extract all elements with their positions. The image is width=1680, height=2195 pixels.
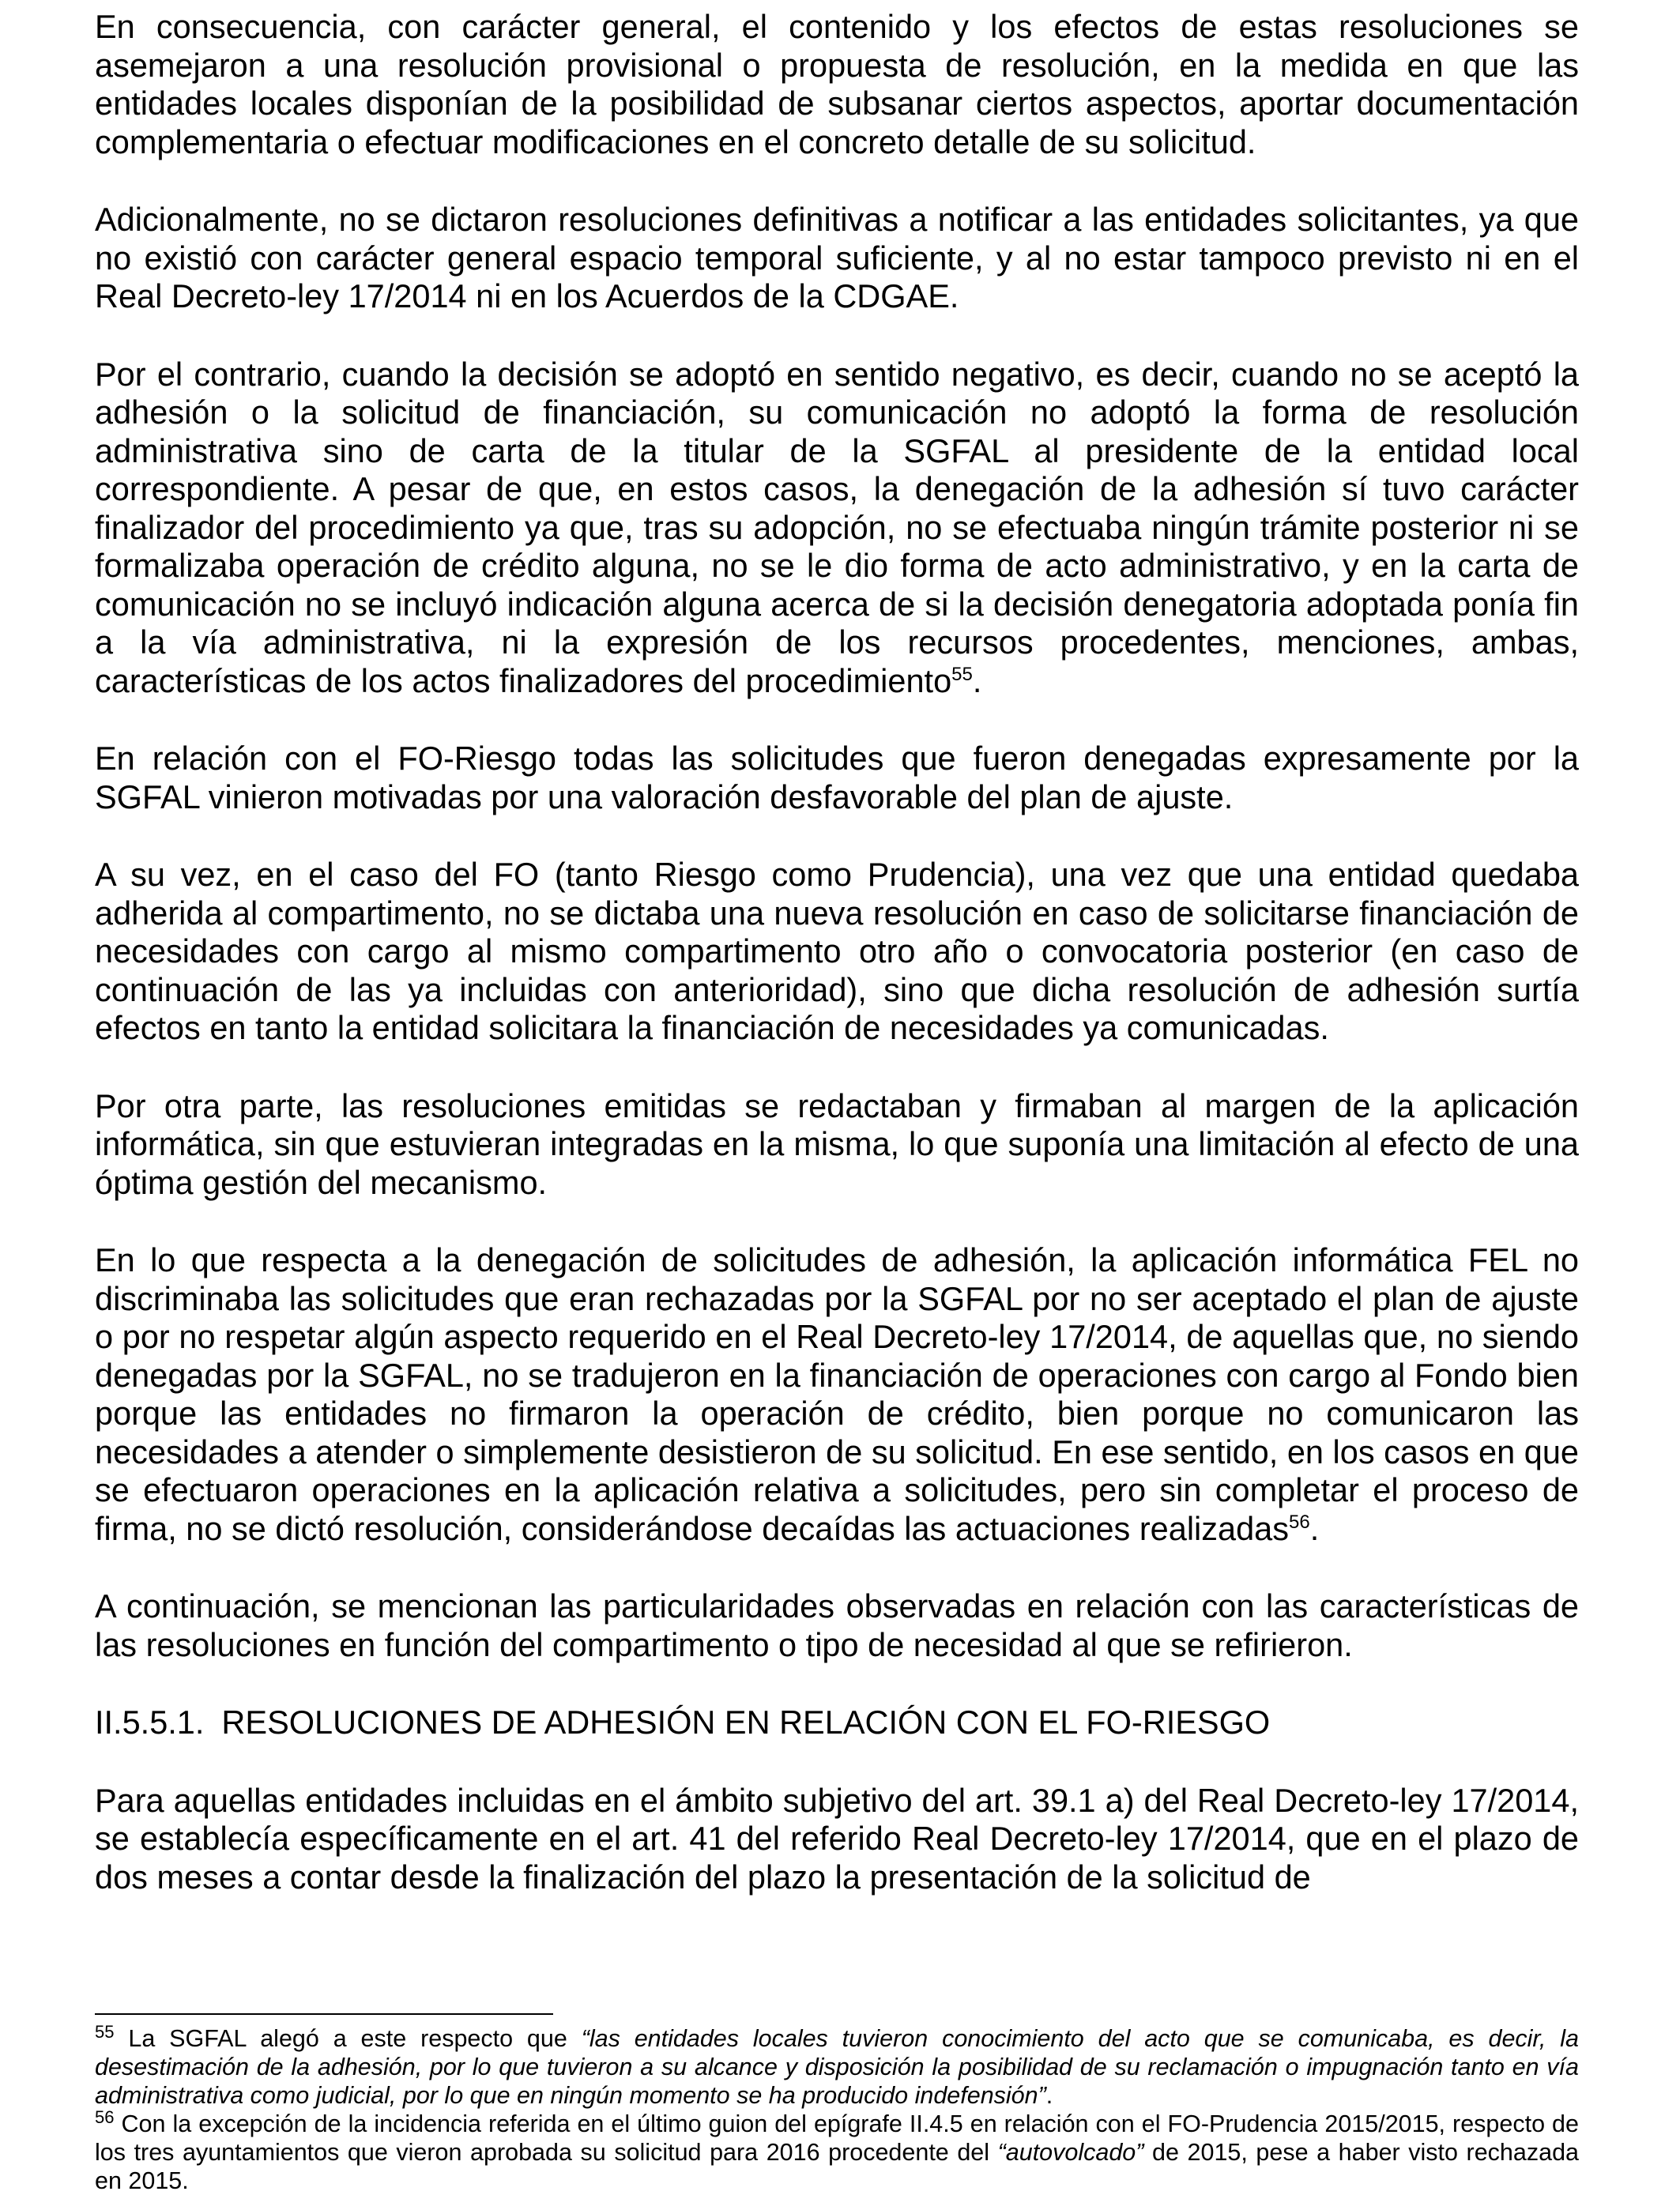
footnote-56 — [95, 2107, 1579, 2195]
footnote-number: 56 — [95, 2107, 115, 2127]
footnote-reference-56[interactable]: 56 — [1289, 1511, 1310, 1533]
footnote-separator — [95, 2013, 553, 2015]
footnote-reference-55[interactable]: 55 — [951, 663, 973, 685]
paragraph-fo-riesgo: En relación con el FO-Riesgo todas las solicitudes que fueron denegadas expresamente por la SGFAL vinieron motivadas por una valoración desfavorable del plan de ajuste. — [95, 740, 1579, 815]
document-body — [95, 8, 1579, 1896]
section-number: II.5.5.1. — [95, 1704, 205, 1741]
paragraph-para-aquellas: Para aquellas entidades incluidas en el ámbito subjetivo del art. 39.1 a) del Real Decreto-ley 17/2014, se establecía específicamente en el art. 41 del referido Real Decreto-ley 17/2014, que en el plazo de dos meses a contar desde la finalización del plazo la presentación de la solicitud de — [95, 1781, 1579, 1896]
footnotes — [95, 2013, 1579, 2195]
section-heading — [95, 1704, 1579, 1742]
footnote-tail: . — [1045, 2082, 1053, 2109]
footnote-tail: de 2015, pese a haber visto rechazada en 2015. — [95, 2139, 1579, 2194]
paragraph-por-el-contrario — [95, 356, 1579, 701]
paragraph-consecuencia: En consecuencia, con carácter general, el contenido y los efectos de estas resoluciones se asemejaron a una resolución provisional o propuesta de resolución, en la medida en que las entidades locales disponían de la posibilidad de subsanar ciertos aspectos, aportar documentación complementaria o efectuar modificaciones en el concreto detalle de su solicitud. — [95, 8, 1579, 160]
paragraph-adicionalmente: Adicionalmente, no se dictaron resoluciones definitivas a notificar a las entidades solicitantes, ya que no existió con carácter general espacio temporal suficiente, y al no estar tampoco previsto ni en el Real Decreto-ley 17/2014 ni en los Acuerdos de la CDGAE. — [95, 201, 1579, 314]
section-title: RESOLUCIONES DE ADHESIÓN EN RELACIÓN CON EL FO-RIESGO — [221, 1704, 1271, 1741]
footnote-number: 55 — [95, 2021, 115, 2042]
footnote-quote: “autovolcado” — [997, 2139, 1144, 2166]
footnote-55 — [95, 2021, 1579, 2110]
paragraph-por-otra-parte: Por otra parte, las resoluciones emitidas se redactaban y firmaban al margen de la aplicación informática, sin que estuvieran integradas en la misma, lo que suponía una limitación al efecto de una óptima gestión del mecanismo. — [95, 1086, 1579, 1201]
paragraph-a-continuacion: A continuación, se mencionan las particularidades observadas en relación con las características de las resoluciones en función del compartimento o tipo de necesidad al que se refirieron. — [95, 1587, 1579, 1663]
paragraph-text: En lo que respecta a la denegación de solicitudes de adhesión, la aplicación informática FEL no discriminaba las solicitudes que eran rechazadas por la SGFAL por no ser aceptado el plan de ajuste o por no respetar algún aspecto requerido en el Real Decreto-ley 17/2014, de aquellas que, no siendo denegadas por la SGFAL, no se tradujeron en la financiación de operaciones con cargo al Fondo bien porque las entidades no firmaron la operación de crédito, bien porque no comunicaron las necesidades a atender o simplemente desistieron de su solicitud. En ese sentido, en los casos en que se efectuaron operaciones en la aplicación relativa a solicitudes, pero sin completar el proceso de firma, no se dictó resolución, considerándose decaídas las actuaciones realizadas — [95, 1241, 1579, 1547]
paragraph-text: Por el contrario, cuando la decisión se adoptó en sentido negativo, es decir, cuando no se aceptó la adhesión o la solicitud de financiación, su comunicación no adoptó la forma de resolución administrativa sino de carta de la titular de la SGFAL al presidente de la entidad local correspondiente. A pesar de que, en estos casos, la denegación de la adhesión sí tuvo carácter finalizador del procedimiento ya que, tras su adopción, no se efectuaba ningún trámite posterior ni se formalizaba operación de crédito alguna, no se le dio forma de acto administrativo, y en la carta de comunicación no se incluyó indicación alguna acerca de si la decisión denegatoria adoptada ponía fin a la vía administrativa, ni la expresión de los recursos procedentes, menciones, ambas, características de los actos finalizadores del procedimiento — [95, 355, 1579, 699]
paragraph-tail: . — [972, 661, 982, 699]
paragraph-tail: . — [1309, 1509, 1320, 1547]
footnote-quote: “las entidades locales tuvieron conocimiento del acto que se comunicaba, es decir, la desestimación de la adhesión, por lo que tuvieron a su alcance y disposición la posibilidad de su reclamación o impugnación tanto en vía administrativa como judicial, por lo que en ningún momento se ha producido indefensión” — [95, 2025, 1579, 2109]
footnote-text: La SGFAL alegó a este respecto que — [128, 2025, 582, 2052]
paragraph-denegacion — [95, 1241, 1579, 1548]
footnote-text: Con la excepción de la incidencia referida en el último guion del epígrafe II.4.5 en relación con el FO-Prudencia 2015/2015, respecto de los tres ayuntamientos que vieron aprobada su solicitud para 2016 procedente del — [95, 2110, 1579, 2166]
paragraph-a-su-vez: A su vez, en el caso del FO (tanto Riesgo como Prudencia), una vez que una entidad quedaba adherida al compartimento, no se dictaba una nueva resolución en caso de solicitarse financiación de necesidades con cargo al mismo compartimento otro año o convocatoria posterior (en caso de continuación de las ya incluidas con anterioridad), sino que dicha resolución de adhesión surtía efectos en tanto la entidad solicitara la financiación de necesidades ya comunicadas. — [95, 856, 1579, 1046]
